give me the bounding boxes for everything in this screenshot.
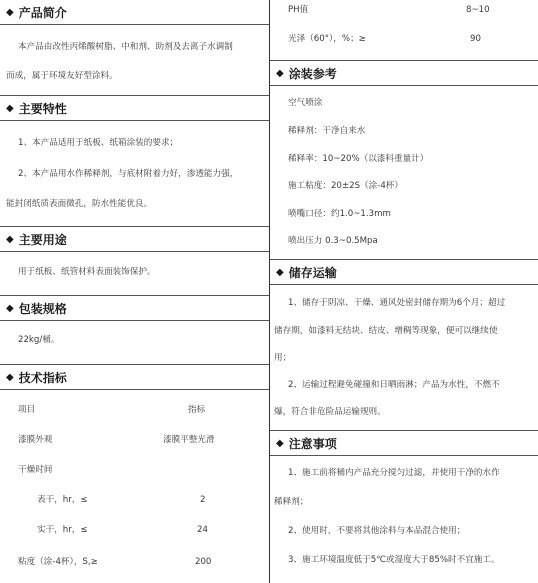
spec-value: 24 (197, 525, 208, 535)
spec-value: 90 (470, 34, 481, 44)
paragraph-line: 空气喷涂 (288, 98, 323, 108)
spec-label: 漆膜外观 (18, 435, 53, 445)
section-title: 主要特性 (18, 101, 67, 116)
spec-value: 指标 (188, 405, 206, 415)
paragraph-line: 稀释剂； (274, 497, 309, 507)
paragraph-line: 1、本产品适用于纸板、纸箱涂装的要求； (18, 138, 179, 148)
spec-value: 2 (200, 495, 206, 505)
paragraph-line: 22kg/桶。 (18, 335, 60, 345)
diamond-icon: ◆ (276, 437, 284, 449)
paragraph-line: 稀释剂：干净自来水 (288, 126, 366, 136)
paragraph-line: 本产品由改性丙烯酸树脂、中和剂、助剂及去离子水调制 (18, 42, 233, 52)
diamond-icon: ◆ (6, 102, 14, 114)
paragraph-line: 能封闭纸质表面微孔，防水性能优良。 (6, 199, 153, 209)
paragraph-line: 2、使用时，不要将其他涂料与本品混合使用； (288, 526, 466, 536)
section-title: 技术指标 (18, 370, 67, 385)
paragraph-line: 用于纸板、纸管材料表面装饰保护。 (18, 267, 156, 277)
spec-label: 表干，hr，≤ (37, 495, 88, 505)
diamond-icon: ◆ (6, 6, 14, 18)
section-header-coating (270, 60, 538, 86)
paragraph-line: 1、施工前将桶内产品充分搅匀过滤，并使用干净的水作 (288, 468, 500, 478)
spec-label: 光泽（60°），%；≥ (288, 34, 366, 44)
section-header-storage (270, 259, 538, 285)
paragraph-line: 施工粘度：20±2S（涂-4杯） (288, 181, 403, 191)
section-title: 主要用途 (18, 232, 67, 247)
diamond-icon: ◆ (6, 371, 14, 383)
paragraph-line: 1、储存于阴凉、干燥、通风处密封储存期为6个月；超过 (288, 298, 506, 308)
section-title: 包装规格 (18, 301, 67, 316)
spec-label: 粘度（涂-4杯），S,≥ (18, 557, 98, 567)
paragraph-line: 稀释率：10~20%（以漆料重量计） (288, 154, 429, 164)
spec-value: 200 (195, 557, 212, 567)
spec-label: 项目 (18, 405, 36, 415)
paragraph-line: 用； (274, 353, 292, 363)
paragraph-line: 2、运输过程避免碰撞和日晒雨淋；产品为水性，不燃不 (288, 380, 500, 390)
spec-value: 8~10 (466, 5, 490, 15)
paragraph-line: 喷出压力 0.3~0.5Mpa (288, 236, 378, 246)
spec-label: 实干，hr，≤ (37, 525, 88, 535)
section-title: 产品简介 (18, 5, 67, 20)
spec-label: 干燥时间 (18, 465, 53, 475)
section-header-package (0, 295, 269, 321)
diamond-icon: ◆ (276, 67, 284, 79)
paragraph-line: 爆，符合非危险品运输规则。 (274, 407, 386, 417)
section-header-intro (0, 0, 269, 25)
column-divider (269, 0, 270, 583)
paragraph-line: 3、施工环境温度低于5℃或湿度大于85%时不宜施工。 (288, 555, 500, 565)
spec-label: PH值 (288, 5, 309, 15)
section-title: 注意事项 (288, 436, 337, 451)
section-header-features (0, 95, 269, 121)
section-title: 涂装参考 (288, 66, 337, 81)
paragraph-line: 而成，属于环境友好型涂料。 (6, 71, 118, 81)
section-title: 储存运输 (288, 265, 337, 280)
diamond-icon: ◆ (6, 302, 14, 314)
paragraph-line: 2、本产品用水作稀释剂，与底材附着力好，渗透能力强， (18, 169, 239, 179)
paragraph-line: 储存期，如漆料无结块、结皮、增稠等现象，便可以继续使 (274, 326, 498, 336)
section-header-notes (270, 430, 538, 456)
section-header-usage (0, 226, 269, 252)
diamond-icon: ◆ (6, 233, 14, 245)
spec-value: 漆膜平整光滑 (163, 435, 215, 445)
paragraph-line: 喷嘴口径：约1.0~1.3mm (288, 209, 391, 219)
section-header-specs (0, 364, 269, 390)
diamond-icon: ◆ (276, 266, 284, 278)
